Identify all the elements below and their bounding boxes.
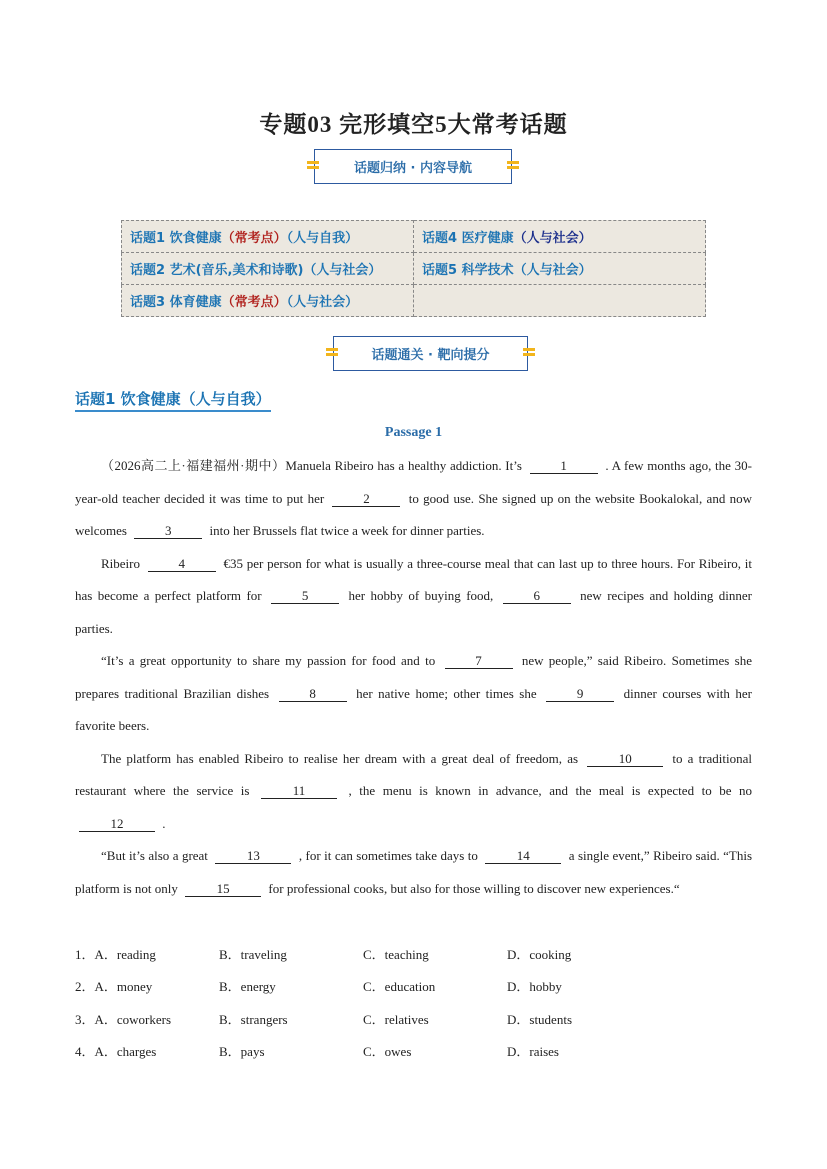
toc-text: 话题2 艺术(音乐,美术和诗歌)（人与社会） — [130, 263, 382, 278]
paragraph-text: €35 per person for what is usually a three-course meal that can last up to three hours. For Ribeiro, it has become a perfect platform for — [75, 555, 753, 603]
topic-table — [121, 220, 706, 317]
paragraph-text: a single event,” Ribeiro said. “This platform is not only — [75, 848, 753, 896]
blank-5[interactable]: 5 — [271, 588, 339, 604]
paragraph-text: to good use. She signed up on the website Bookalokal, and now welcomes — [75, 490, 753, 538]
toc-text: （人与社会） — [513, 231, 592, 246]
blank-9[interactable]: 9 — [546, 686, 614, 702]
paragraph-text: , for it can sometimes take days to — [298, 848, 478, 863]
option-choice[interactable]: 4．A．charges — [75, 1044, 157, 1060]
toc-cell — [414, 285, 706, 317]
option-choice[interactable]: B．pays — [219, 1044, 265, 1060]
paragraph-text: （2026高二上·福建福州·期中）Manuela Ribeiro has a healthy addiction. It’s — [101, 458, 522, 473]
paragraph-text: her hobby of buying food, — [348, 588, 494, 603]
blank-11[interactable]: 11 — [261, 783, 337, 799]
decoration-icon — [507, 159, 519, 173]
blank-14[interactable]: 14 — [485, 848, 561, 864]
paragraph — [75, 840, 752, 905]
toc-cell[interactable] — [122, 285, 414, 317]
paragraph-text: for professional cooks, but also for those willing to discover new experiences.“ — [268, 880, 680, 896]
option-choice[interactable]: 2．A．money — [75, 979, 153, 995]
toc-cell[interactable] — [122, 221, 414, 253]
option-choice[interactable]: C．owes — [363, 1044, 412, 1060]
paragraph — [75, 548, 752, 646]
section-banner-practice — [333, 336, 528, 371]
topic-heading: 话题1 饮食健康（人与自我） — [75, 388, 271, 412]
blank-13[interactable]: 13 — [215, 848, 291, 864]
blank-2[interactable]: 2 — [332, 491, 400, 507]
paragraph — [75, 743, 752, 841]
paragraph-text: her native home; other times she — [356, 685, 537, 701]
banner-label: 话题通关 · 靶向提分 — [371, 348, 490, 363]
paragraph-text: , the menu is known in advance, and the meal is expected to be no — [348, 783, 753, 798]
option-row — [75, 1035, 651, 1068]
banner-label: 话题归纳 · 内容导航 — [354, 161, 472, 176]
decoration-icon — [307, 159, 319, 173]
paragraph-text: . A few months ago, the 30-year-old teacher decided it was time to put her — [75, 458, 752, 506]
blank-4[interactable]: 4 — [148, 556, 216, 572]
toc-text: 话题1 饮食健康 — [130, 231, 222, 246]
option-choice[interactable]: 3．A．coworkers — [75, 1011, 172, 1027]
toc-text: （常考点） — [221, 295, 287, 310]
option-choice[interactable]: B．strangers — [219, 1011, 288, 1027]
blank-1[interactable]: 1 — [530, 458, 598, 474]
option-choice[interactable]: 1．A．reading — [75, 946, 156, 962]
passage-text — [75, 450, 752, 905]
section-banner-topics — [314, 149, 512, 184]
options-table — [75, 937, 651, 1067]
toc-text: （人与社会） — [286, 295, 359, 310]
toc-text: 话题5 科学技术（人与社会） — [422, 263, 592, 278]
paragraph-text: Ribeiro — [101, 555, 140, 571]
paragraph — [75, 450, 752, 548]
toc-cell[interactable] — [414, 221, 706, 253]
toc-text: 话题4 医疗健康 — [422, 231, 514, 246]
blank-12[interactable]: 12 — [79, 816, 155, 832]
option-choice[interactable]: B．traveling — [219, 946, 287, 962]
paragraph-text: dinner courses with her favorite beers. — [75, 685, 753, 733]
paragraph-text: to a traditional restaurant where the service is — [75, 750, 753, 798]
blank-8[interactable]: 8 — [279, 686, 347, 702]
blank-10[interactable]: 10 — [587, 751, 663, 767]
option-choice[interactable]: C．teaching — [363, 946, 429, 962]
toc-text: 话题3 体育健康 — [130, 295, 222, 310]
option-choice[interactable]: D．hobby — [507, 979, 562, 995]
option-choice[interactable]: C．relatives — [363, 1011, 429, 1027]
paragraph-text: The platform has enabled Ribeiro to realise her dream with a great deal of freedom, as — [101, 750, 579, 766]
toc-cell[interactable] — [122, 253, 414, 285]
option-row — [75, 1002, 651, 1035]
toc-text: （常考点） — [221, 231, 287, 246]
option-choice[interactable]: D．cooking — [507, 946, 572, 962]
option-row — [75, 937, 651, 970]
passage-title: Passage 1 — [384, 425, 443, 440]
paragraph-text: into her Brussels flat twice a week for dinner parties. — [209, 523, 485, 538]
toc-text: （人与自我） — [286, 231, 359, 246]
decoration-icon — [523, 346, 535, 360]
decoration-icon — [326, 346, 338, 360]
paragraph-text: “It’s a great opportunity to share my passion for food and to — [101, 653, 436, 668]
paragraph-text: new recipes and holding dinner parties. — [75, 588, 752, 636]
option-row — [75, 970, 651, 1003]
paragraph — [75, 645, 752, 743]
blank-3[interactable]: 3 — [134, 523, 202, 539]
paragraph-text: new people,” said Ribeiro. Sometimes she prepares traditional Brazilian dishes — [75, 653, 753, 701]
option-choice[interactable]: D．raises — [507, 1044, 559, 1060]
blank-6[interactable]: 6 — [503, 588, 571, 604]
page-title: 专题03 完形填空5大常考话题 — [259, 112, 568, 137]
option-choice[interactable]: B．energy — [219, 979, 276, 995]
toc-cell[interactable] — [414, 253, 706, 285]
paragraph-text: “But it’s also a great — [101, 848, 208, 863]
paragraph-text: . — [162, 815, 166, 831]
blank-15[interactable]: 15 — [185, 881, 261, 897]
option-choice[interactable]: C．education — [363, 979, 436, 995]
option-choice[interactable]: D．students — [507, 1011, 573, 1027]
blank-7[interactable]: 7 — [445, 653, 513, 669]
